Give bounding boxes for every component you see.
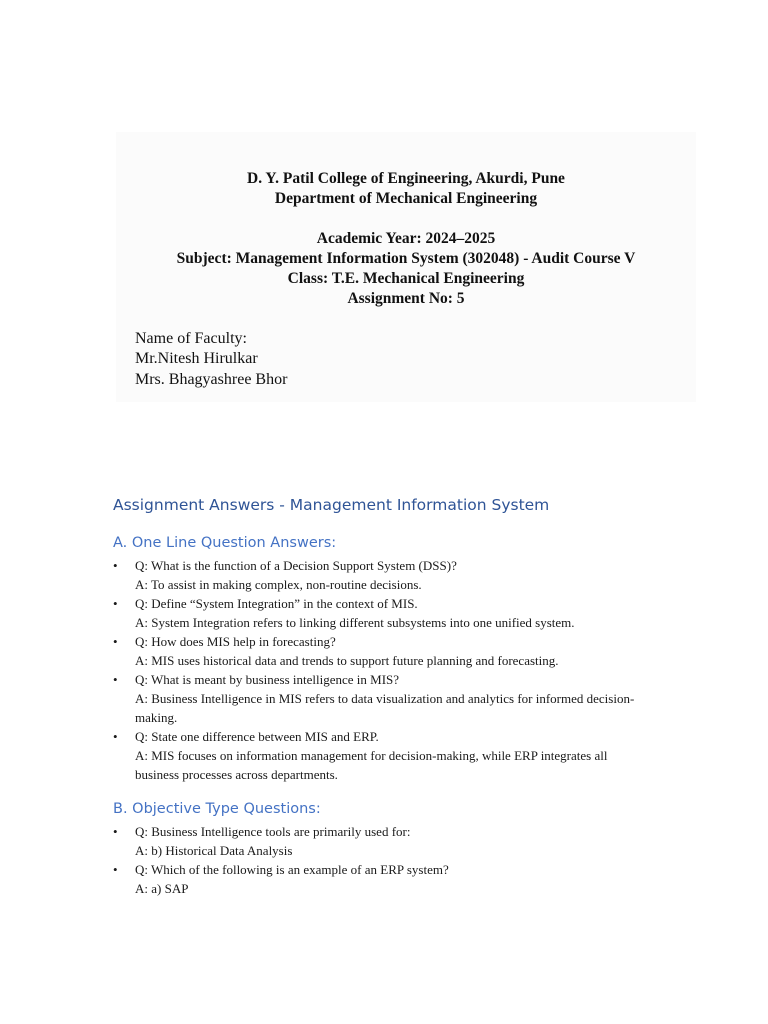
answer: A: To assist in making complex, non-routine decisions.: [135, 577, 422, 592]
question: Q: Which of the following is an example of an ERP system?: [135, 862, 449, 877]
faculty-name: Mrs. Bhagyashree Bhor: [135, 371, 288, 388]
answer: A: MIS focuses on information management for decision-making, while ERP integrates all business processes across departments.: [135, 748, 608, 782]
assignment-no: Assignment No: 5: [347, 290, 465, 307]
faculty-name: Mr.Nitesh Hirulkar: [135, 350, 258, 367]
class: Class: T.E. Mechanical Engineering: [287, 270, 525, 287]
document-title: Assignment Answers - Management Information System: [113, 496, 550, 514]
answer: A: Business Intelligence in MIS refers to data visualization and analytics for informed decision-making.: [135, 691, 635, 725]
bullet-icon: •: [113, 634, 118, 649]
list-item: [113, 594, 653, 632]
answer: A: MIS uses historical data and trends to support future planning and forecasting.: [135, 653, 559, 668]
section-a-list: [113, 556, 653, 784]
question: Q: What is the function of a Decision Support System (DSS)?: [135, 558, 457, 573]
answer: A: a) SAP: [135, 881, 189, 896]
college-name: D. Y. Patil College of Engineering, Akurdi, Pune: [247, 170, 565, 187]
list-item: [113, 822, 653, 860]
list-item: [113, 556, 653, 594]
section-a-heading: A. One Line Question Answers:: [113, 535, 337, 551]
bullet-icon: •: [113, 672, 118, 687]
question: Q: What is meant by business intelligence in MIS?: [135, 672, 400, 687]
bullet-icon: •: [113, 824, 118, 839]
bullet-icon: •: [113, 729, 118, 744]
faculty-label: Name of Faculty:: [135, 330, 247, 347]
question: Q: How does MIS help in forecasting?: [135, 634, 336, 649]
subject: Subject: Management Information System (302048) - Audit Course V: [176, 250, 636, 267]
list-item: [113, 860, 653, 898]
academic-year: Academic Year: 2024–2025: [316, 230, 496, 247]
list-item: [113, 632, 653, 670]
section-b-list: [113, 822, 653, 898]
question: Q: State one difference between MIS and ERP.: [135, 729, 379, 744]
question: Q: Define “System Integration” in the context of MIS.: [135, 596, 418, 611]
bullet-icon: •: [113, 862, 118, 877]
answer: A: b) Historical Data Analysis: [135, 843, 293, 858]
list-item: [113, 670, 653, 727]
list-item: [113, 727, 653, 784]
bullet-icon: •: [113, 558, 118, 573]
bullet-icon: •: [113, 596, 118, 611]
department-name: Department of Mechanical Engineering: [274, 190, 538, 207]
header-image: [116, 132, 696, 402]
section-b-heading: B. Objective Type Questions:: [113, 801, 321, 817]
answer: A: System Integration refers to linking different subsystems into one unified system.: [135, 615, 575, 630]
question: Q: Business Intelligence tools are primarily used for:: [135, 824, 411, 839]
